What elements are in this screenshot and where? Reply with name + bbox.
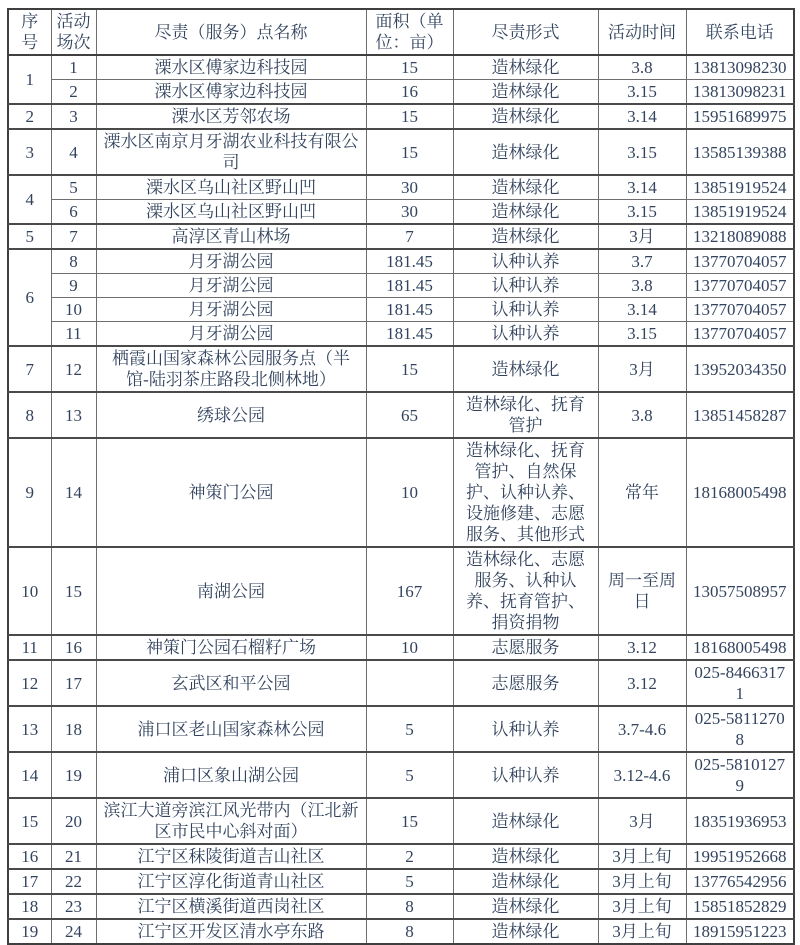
phone-cell: 13813098231 [686,80,794,105]
time-cell: 3.12-4.6 [598,752,686,798]
session-cell: 24 [51,919,96,944]
serial-cell: 18 [8,894,51,919]
site-name-cell: 江宁区淳化街道青山社区 [96,869,366,894]
col-header-site-name: 尽责（服务）点名称 [96,9,366,55]
form-cell: 造林绿化 [453,869,598,894]
serial-cell: 14 [8,752,51,798]
area-cell: 181.45 [366,298,453,322]
time-cell: 3月上旬 [598,869,686,894]
serial-cell: 13 [8,706,51,752]
area-cell: 10 [366,438,453,547]
serial-cell: 12 [8,660,51,706]
session-cell: 11 [51,322,96,347]
serial-cell: 5 [8,224,51,249]
session-cell: 15 [51,547,96,635]
form-cell: 造林绿化 [453,200,598,225]
form-cell: 造林绿化、抚育管护、自然保护、认种认养、设施修建、志愿服务、其他形式 [453,438,598,547]
form-cell: 造林绿化 [453,894,598,919]
session-cell: 10 [51,298,96,322]
col-header-form: 尽责形式 [453,9,598,55]
col-header-phone: 联系电话 [686,9,794,55]
session-cell: 17 [51,660,96,706]
form-cell: 认种认养 [453,322,598,347]
time-cell: 3.15 [598,129,686,175]
form-cell: 造林绿化 [453,175,598,200]
form-cell: 志愿服务 [453,635,598,660]
time-cell: 3.14 [598,104,686,129]
col-header-area: 面积（单位：亩） [366,9,453,55]
time-cell: 3月 [598,798,686,844]
phone-cell: 13770704057 [686,274,794,298]
area-cell: 15 [366,129,453,175]
area-cell: 181.45 [366,322,453,347]
site-name-cell: 月牙湖公园 [96,298,366,322]
site-name-cell: 溧水区乌山社区野山凹 [96,175,366,200]
session-cell: 23 [51,894,96,919]
phone-cell: 18915951223 [686,919,794,944]
session-cell: 3 [51,104,96,129]
time-cell: 3月上旬 [598,894,686,919]
area-cell: 8 [366,894,453,919]
table-row [8,869,794,894]
table-row [8,392,794,438]
time-cell: 3.12 [598,635,686,660]
serial-cell: 9 [8,438,51,547]
phone-cell: 19951952668 [686,844,794,869]
session-cell: 5 [51,175,96,200]
table-row [8,752,794,798]
form-cell: 造林绿化 [453,55,598,80]
site-name-cell: 江宁区秣陵街道吉山社区 [96,844,366,869]
time-cell: 3.15 [598,200,686,225]
area-cell: 5 [366,869,453,894]
serial-cell: 8 [8,392,51,438]
session-cell: 16 [51,635,96,660]
phone-cell: 025-58101279 [686,752,794,798]
serial-cell: 6 [8,249,51,346]
form-cell: 造林绿化、抚育管护 [453,392,598,438]
area-cell: 15 [366,798,453,844]
area-cell: 65 [366,392,453,438]
session-cell: 2 [51,80,96,105]
phone-cell: 025-84663171 [686,660,794,706]
phone-cell: 13585139388 [686,129,794,175]
table-row [8,894,794,919]
phone-cell: 18351936953 [686,798,794,844]
phone-cell: 13770704057 [686,322,794,347]
area-cell: 30 [366,175,453,200]
site-name-cell: 溧水区芳邻农场 [96,104,366,129]
session-cell: 13 [51,392,96,438]
table-row [8,346,794,392]
form-cell: 认种认养 [453,706,598,752]
serial-cell: 1 [8,55,51,104]
table-row [8,298,794,322]
session-cell: 12 [51,346,96,392]
site-name-cell: 高淳区青山林场 [96,224,366,249]
area-cell: 181.45 [366,274,453,298]
session-cell: 7 [51,224,96,249]
form-cell: 认种认养 [453,274,598,298]
form-cell: 志愿服务 [453,660,598,706]
site-name-cell: 月牙湖公园 [96,322,366,347]
session-cell: 19 [51,752,96,798]
table-row [8,104,794,129]
session-cell: 14 [51,438,96,547]
area-cell: 5 [366,752,453,798]
time-cell: 3.7-4.6 [598,706,686,752]
site-name-cell: 玄武区和平公园 [96,660,366,706]
serial-cell: 15 [8,798,51,844]
time-cell: 3.15 [598,80,686,105]
form-cell: 造林绿化 [453,104,598,129]
phone-cell: 18168005498 [686,635,794,660]
session-cell: 6 [51,200,96,225]
form-cell: 造林绿化 [453,346,598,392]
area-cell: 15 [366,104,453,129]
table-row [8,706,794,752]
table-row [8,635,794,660]
time-cell: 3.7 [598,249,686,274]
time-cell: 3月 [598,224,686,249]
serial-cell: 2 [8,104,51,129]
site-name-cell: 神策门公园石榴籽广场 [96,635,366,660]
form-cell: 造林绿化 [453,129,598,175]
header-row [8,9,794,55]
site-name-cell: 神策门公园 [96,438,366,547]
site-name-cell: 月牙湖公园 [96,274,366,298]
form-cell: 认种认养 [453,298,598,322]
site-name-cell: 浦口区老山国家森林公园 [96,706,366,752]
serial-cell: 16 [8,844,51,869]
area-cell: 7 [366,224,453,249]
phone-cell: 13952034350 [686,346,794,392]
form-cell: 认种认养 [453,752,598,798]
site-name-cell: 溧水区南京月牙湖农业科技有限公司 [96,129,366,175]
area-cell: 15 [366,346,453,392]
site-name-cell: 南湖公园 [96,547,366,635]
table-header [8,9,794,55]
session-cell: 4 [51,129,96,175]
area-cell: 2 [366,844,453,869]
time-cell: 3月 [598,346,686,392]
area-cell: 15 [366,55,453,80]
site-name-cell: 溧水区乌山社区野山凹 [96,200,366,225]
form-cell: 认种认养 [453,249,598,274]
table-row [8,919,794,944]
serial-cell: 7 [8,346,51,392]
table-row [8,438,794,547]
session-cell: 8 [51,249,96,274]
session-cell: 1 [51,55,96,80]
area-cell: 16 [366,80,453,105]
area-cell: 167 [366,547,453,635]
serial-cell: 17 [8,869,51,894]
table-row [8,249,794,274]
table-row [8,129,794,175]
phone-cell: 18168005498 [686,438,794,547]
phone-cell: 15951689975 [686,104,794,129]
table-row [8,798,794,844]
time-cell: 3.8 [598,274,686,298]
phone-cell: 13851458287 [686,392,794,438]
table-row [8,547,794,635]
form-cell: 造林绿化 [453,919,598,944]
phone-cell: 13813098230 [686,55,794,80]
time-cell: 3.15 [598,322,686,347]
session-cell: 9 [51,274,96,298]
site-name-cell: 浦口区象山湖公园 [96,752,366,798]
form-cell: 造林绿化 [453,798,598,844]
time-cell: 3月上旬 [598,844,686,869]
area-cell [366,660,453,706]
site-name-cell: 溧水区傅家边科技园 [96,55,366,80]
phone-cell: 13057508957 [686,547,794,635]
serial-cell: 3 [8,129,51,175]
table-row [8,200,794,225]
time-cell: 3.14 [598,175,686,200]
time-cell: 周一至周日 [598,547,686,635]
phone-cell: 13218089088 [686,224,794,249]
area-cell: 5 [366,706,453,752]
time-cell: 3.8 [598,55,686,80]
site-name-cell: 月牙湖公园 [96,249,366,274]
form-cell: 造林绿化、志愿服务、认种认养、抚育管护、捐资捐物 [453,547,598,635]
serial-cell: 19 [8,919,51,944]
phone-cell: 13851919524 [686,175,794,200]
table-row [8,322,794,347]
time-cell: 常年 [598,438,686,547]
table-row [8,55,794,80]
table-body [8,55,794,944]
table-row [8,224,794,249]
session-cell: 21 [51,844,96,869]
area-cell: 8 [366,919,453,944]
phone-cell: 13851919524 [686,200,794,225]
phone-cell: 025-58112708 [686,706,794,752]
site-name-cell: 江宁区横溪街道西岗社区 [96,894,366,919]
time-cell: 3月上旬 [598,919,686,944]
session-cell: 22 [51,869,96,894]
phone-cell: 13770704057 [686,249,794,274]
area-cell: 181.45 [366,249,453,274]
col-header-serial: 序号 [8,9,51,55]
site-name-cell: 江宁区开发区清水亭东路 [96,919,366,944]
col-header-session: 活动场次 [51,9,96,55]
table-row [8,274,794,298]
table-row [8,844,794,869]
serial-cell: 11 [8,635,51,660]
time-cell: 3.14 [598,298,686,322]
area-cell: 30 [366,200,453,225]
phone-cell: 13776542956 [686,869,794,894]
form-cell: 造林绿化 [453,844,598,869]
time-cell: 3.8 [598,392,686,438]
table-row [8,175,794,200]
phone-cell: 15851852829 [686,894,794,919]
table-row [8,80,794,105]
site-name-cell: 栖霞山国家森林公园服务点（半馆-陆羽茶庄路段北侧林地） [96,346,366,392]
serial-cell: 4 [8,175,51,224]
col-header-time: 活动时间 [598,9,686,55]
serial-cell: 10 [8,547,51,635]
session-cell: 20 [51,798,96,844]
phone-cell: 13770704057 [686,298,794,322]
form-cell: 造林绿化 [453,224,598,249]
site-name-cell: 滨江大道旁滨江风光带内（江北新区市民中心斜对面） [96,798,366,844]
table-row [8,660,794,706]
form-cell: 造林绿化 [453,80,598,105]
site-name-cell: 绣球公园 [96,392,366,438]
session-cell: 18 [51,706,96,752]
time-cell: 3.12 [598,660,686,706]
activity-sites-table [7,8,795,945]
area-cell: 10 [366,635,453,660]
site-name-cell: 溧水区傅家边科技园 [96,80,366,105]
